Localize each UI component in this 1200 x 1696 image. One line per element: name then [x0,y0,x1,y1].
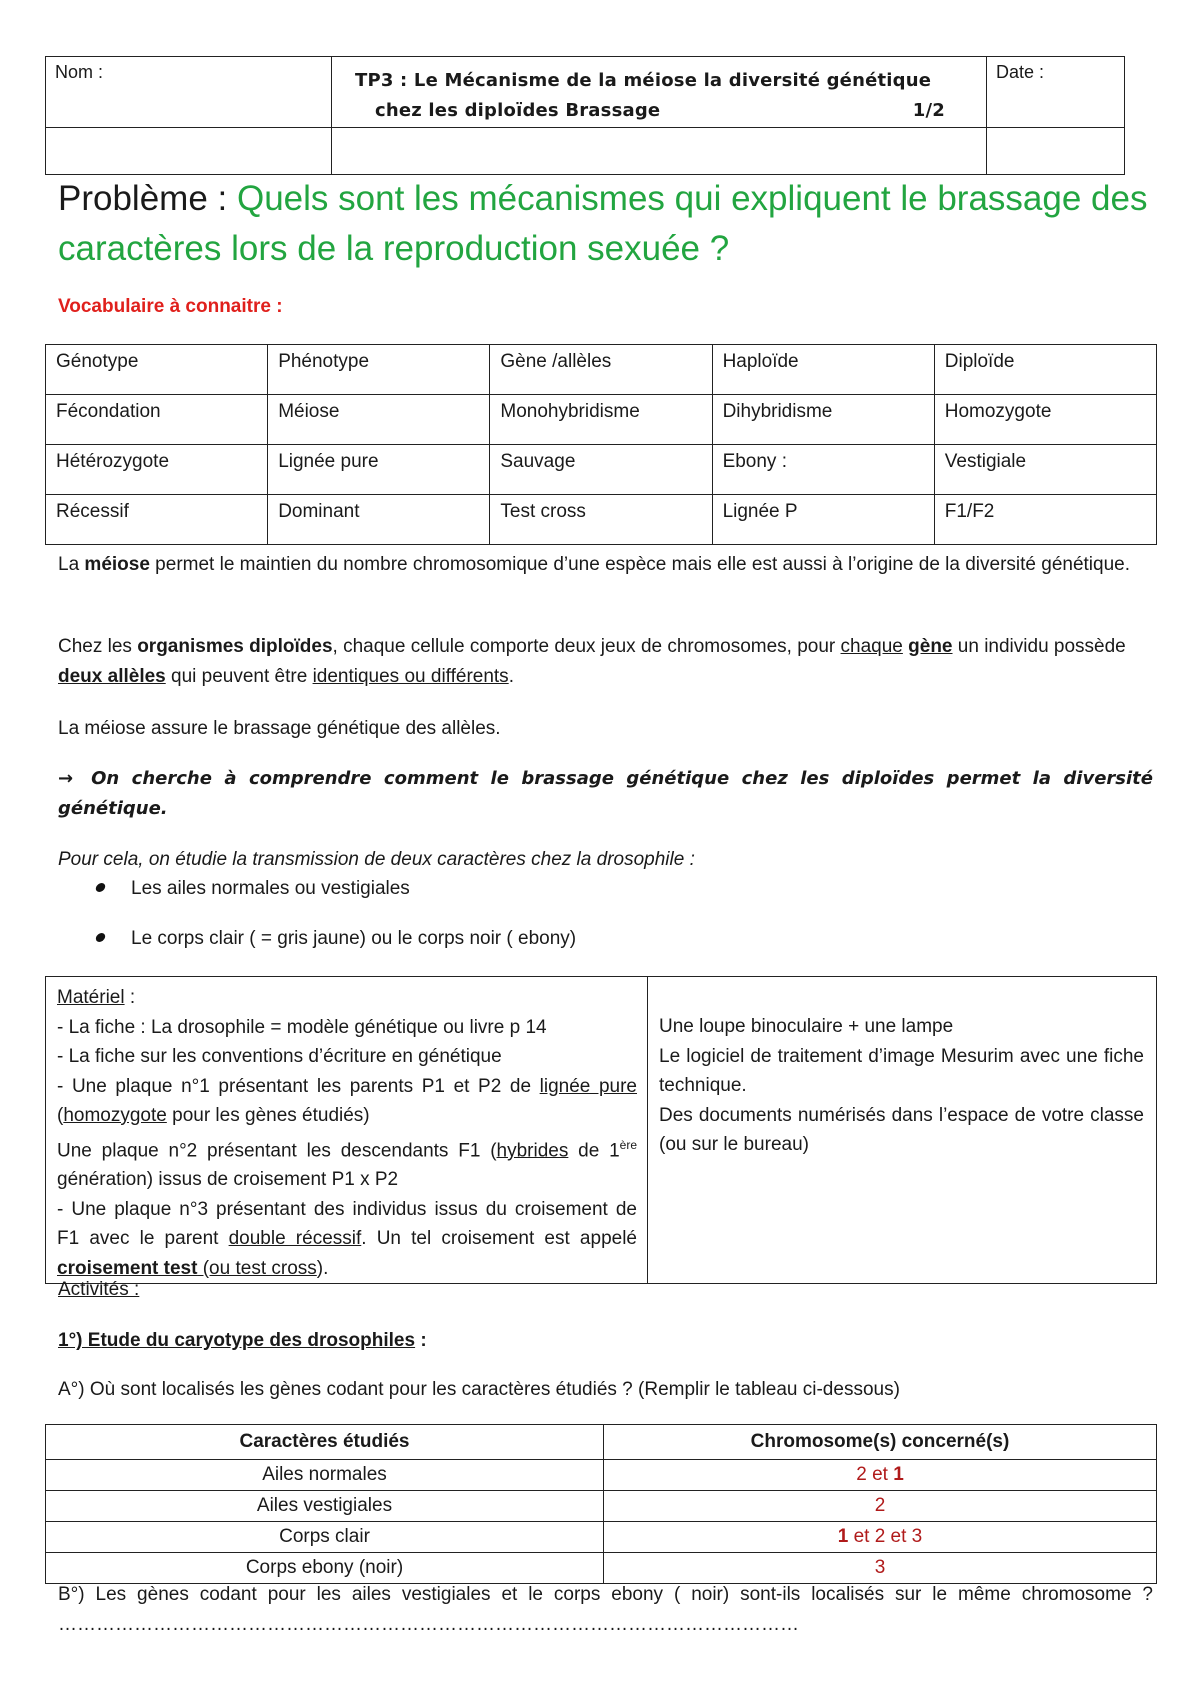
table-header-row [46,1425,1157,1460]
answer-cell[interactable] [604,1522,1157,1553]
text-run: identiques ou différents [312,666,509,687]
title-blank-cell [332,128,987,175]
text-run: ère [619,1137,637,1152]
text-run: et 2 et 3 [848,1526,923,1547]
list-item-text: Les ailes normales ou vestigiales [131,878,410,899]
objective-text: On cherche à comprendre comment le brassage génétique chez les diploïdes permet la diversité génétique. [58,768,1153,819]
text-run: méiose [84,554,150,575]
vocab-cell: Dominant [268,495,490,545]
chromosome-table [45,1424,1157,1584]
materiel-line [57,1072,637,1131]
materiel-line [57,1131,637,1195]
tp-title-line1: TP3 : Le Mécanisme de la méiose la diversité génétique [355,70,932,91]
intro-objective [58,764,1153,824]
page-number: 1/2 [912,100,945,121]
date-label: Date : [996,62,1045,82]
text-run: (ou test cross [197,1257,317,1279]
answer-cell[interactable] [604,1553,1157,1584]
text-run: 1 [837,1526,849,1547]
vocab-cell: Fécondation [46,395,268,445]
materiel-right-cell [648,977,1157,1284]
text-run: 1 [893,1464,904,1485]
intro-paragraph-3: La méiose assure le brassage génétique des allèles. [58,718,501,739]
caractere-cell: Ailes vestigiales [46,1491,604,1522]
column-header: Caractères étudiés [46,1425,604,1460]
text-run: ( [57,1105,64,1126]
text-run: qui peuvent être [165,666,313,687]
question-b: B°) Les gènes codant pour les ailes vestigiales et le corps ebony ( noir) sont-ils localisés sur le même chromosome ? ……………………………………………………………………………………………………… [58,1584,1153,1635]
vocab-cell: Vestigiale [934,445,1156,495]
text-run: , chaque cellule comporte deux jeux de chromosomes, pour [332,636,841,657]
list-item-text: Le corps clair ( = gris jaune) ou le corps noir ( ebony) [131,928,577,949]
list-item [96,874,1191,904]
text-run: - Une plaque n°3 présentant des individus issus du croisement de F1 avec le parent [57,1198,637,1250]
text-run: La [58,554,85,575]
materiel-line [57,1195,637,1284]
vocab-cell: Lignée pure [268,445,490,495]
vocab-cell: Récessif [46,495,268,545]
materiel-line: Le logiciel de traitement d’image Mesurim avec une fiche technique. [659,1045,1144,1096]
materiel-line: Des documents numérisés dans l’espace de votre classe (ou sur le bureau) [659,1104,1144,1155]
text-run: 1°) Etude du caryotype des drosophiles [58,1330,416,1351]
table-row [46,345,1157,395]
text-run: hybrides [496,1139,569,1161]
vocab-cell: Diploïde [934,345,1156,395]
nom-label: Nom : [55,62,104,82]
text-run: deux allèles [58,666,166,687]
text-run: génération) issus de croisement P1 x P2 [57,1169,399,1191]
vocab-cell: Lignée P [712,495,934,545]
text-run: . Un tel croisement est appelé [361,1228,637,1250]
problem-statement [58,174,1158,274]
vocab-table [45,344,1157,545]
question-a: A°) Où sont localisés les gènes codant pour les caractères étudiés ? (Remplir le tableau ci-dessous) [58,1379,900,1400]
bullet-icon [95,933,106,942]
vocab-cell: Haploïde [712,345,934,395]
vocab-cell: Génotype [46,345,268,395]
text-run: 2 et [856,1464,894,1485]
arrow-icon: → [58,768,74,789]
vocab-cell: Gène /allèles [490,345,712,395]
vocab-cell: Homozygote [934,395,1156,445]
text-run: Chez les [58,636,138,657]
title-cell [332,57,987,128]
materiel-left-cell [46,977,648,1284]
problem-question: Quels sont les mécanismes qui expliquent le brassage des caractères lors de la reproduction sexuée ? [58,179,1148,268]
intro-paragraph-1 [58,550,1153,580]
text-run: ). [316,1257,329,1279]
text-run: pour les gènes étudiés) [166,1105,370,1126]
text-run: 3 [874,1557,886,1578]
vocab-heading: Vocabulaire à connaitre : [58,296,283,317]
activites-label [58,1275,1153,1305]
text-run: permet le maintien du nombre chromosomique d’une espèce mais elle est aussi à l’origine de la diversité génétique. [149,554,1131,575]
column-header: Chromosome(s) concerné(s) [604,1425,1157,1460]
tp-title [333,58,985,126]
vocab-cell: Dihybridisme [712,395,934,445]
table-row [46,395,1157,445]
materiel-title [57,983,637,1013]
text-run: double récessif [228,1228,362,1250]
text-run: Matériel [57,987,125,1008]
header-table [45,56,1125,175]
table-row [46,495,1157,545]
text-run: : [415,1330,427,1351]
vocab-cell: Hétérozygote [46,445,268,495]
section-1-title [58,1326,1153,1356]
text-run: . [508,666,514,687]
text-run: Activités : [58,1279,140,1300]
vocab-cell: Phénotype [268,345,490,395]
caractere-cell: Corps ebony (noir) [46,1553,604,1584]
vocab-cell: Sauvage [490,445,712,495]
table-row [46,1460,1157,1491]
text-run: : [124,987,136,1008]
caractere-cell: Corps clair [46,1522,604,1553]
problem-label: Problème : [58,179,228,218]
text-run: - Une plaque n°1 présentant les parents P1 et P2 de [57,1075,540,1097]
answer-cell[interactable] [604,1491,1157,1522]
materiel-line: - La fiche sur les conventions d’écriture en génétique [57,1046,502,1067]
materiel-line: Une loupe binoculaire + une lampe [659,1016,954,1037]
nom-cell [46,57,332,128]
text-run: Une plaque n°2 présentant les descendants F1 ( [57,1139,497,1161]
text-run: gène [908,636,953,657]
date-cell [987,57,1125,128]
vocab-cell: Test cross [490,495,712,545]
vocab-cell: Monohybridisme [490,395,712,445]
table-row [46,445,1157,495]
materiel-table [45,976,1157,1284]
vocab-cell: F1/F2 [934,495,1156,545]
table-row [46,1491,1157,1522]
text-run: 2 [874,1495,886,1516]
vocab-cell: Méiose [268,395,490,445]
nom-field[interactable] [46,128,332,175]
caractere-cell: Ailes normales [46,1460,604,1491]
text-run: homozygote [63,1105,167,1126]
vocab-cell: Ebony : [712,445,934,495]
text-run: un individu possède [952,636,1126,657]
text-run: chaque [840,636,903,657]
text-run: organismes diploïdes [137,636,333,657]
bullet-icon [95,883,106,892]
intro-paragraph-5: Pour cela, on étudie la transmission de deux caractères chez la drosophile : [58,849,695,870]
intro-paragraph-2 [58,632,1153,692]
answer-cell[interactable] [604,1460,1157,1491]
list-item [96,924,1191,954]
materiel-line: - La fiche : La drosophile = modèle génétique ou livre p 14 [57,1016,547,1038]
text-run: lignée pure [539,1075,637,1097]
table-row [46,1522,1157,1553]
table-row [46,1553,1157,1584]
tp-title-line2: chez les diploïdes Brassage [375,100,661,121]
date-field[interactable] [987,128,1125,175]
text-run: de 1 [568,1139,620,1161]
text-run: croisement test [57,1257,198,1279]
